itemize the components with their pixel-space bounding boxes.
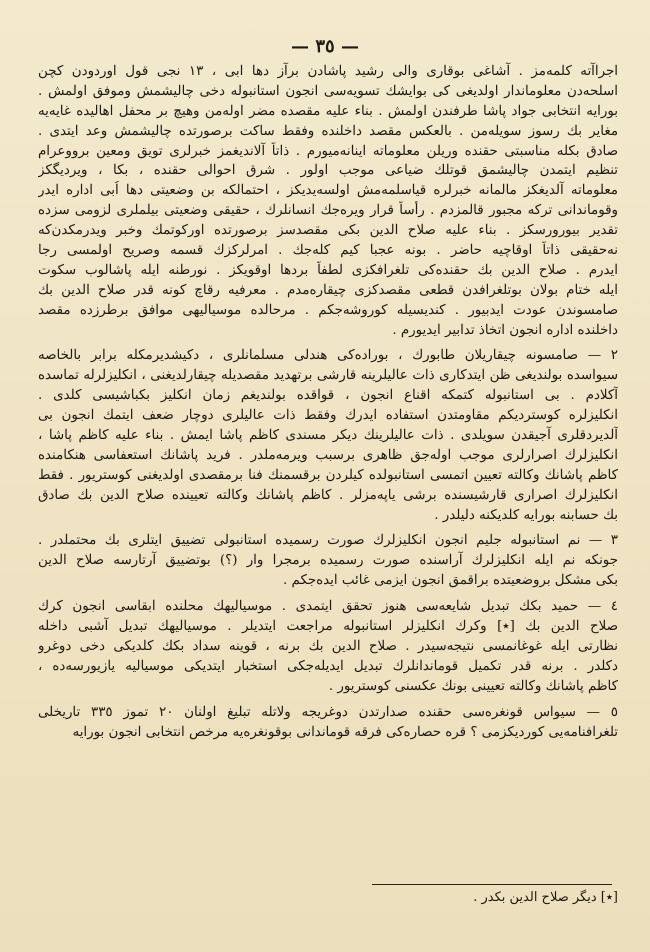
paragraph <box>38 597 618 696</box>
text-line: نه‌حقیقی ذاتاً اوقاچیه حاضر . بونه عجبا كیم كله‌جك . امرلركزك قسمه وصریح اولمسی رجا <box>38 243 618 259</box>
text-line: ٥ — سیواس قونغره‌سی حقنده صدارتدن دوغریجه ولاتله تبلیغ اولنان ٢٠ تموز ٣٣٥ تاریخلی <box>38 704 618 720</box>
text-line: انكلیزلره كوستردیكم مقاومتدن استفاده ایدرك وفقط ذات عالیلری دوچار ضعف ایتمك انجون بی <box>38 408 618 424</box>
text-line: ٤ — حمید بكك تبدیل شایعه‌سی هنوز تحقق ایتمدی . موسیالیهك محلنده ابقاسی انجون كرك <box>38 599 618 615</box>
text-line: تلغرافنامه‌یی كوردیكزمی ؟ قره حصاره‌كی فرقه قوماندانی بوقونغره‌یه مرخص انتخابی انجون بورایه <box>72 724 618 740</box>
text-line: اجراآته كلمه‌مز . آشاغی بوقاری والی رشید پاشادن برآز دها ابی ، ١٣ نجی قول اوردودن كچن <box>38 64 618 79</box>
text-line: صامسوندن عودت ایدبیور . كندیسیله كوروشه‌جكم . مرحالده موسیالیهی موافق برطرزده مقصد <box>38 302 618 318</box>
text-line: ایدرم . صلاح الدین بك حقنده‌كی تلغرافكزی لطفاً بردها اوقویكز . نورطنه ایله پاشالوب سكوت <box>38 262 618 278</box>
paragraph <box>38 703 618 743</box>
text-line: آلدیردقلری آجیقدن سویلدی . ذات عالیلرینك دیكر مسندی كاظم پاشا ایمش . بناء علیه كاظم پاشا ، <box>38 428 618 444</box>
text-line: ٢ — صامسونه چیقاریلان طابورك ، بوراده‌كی هندلی مسلمانلری ، دكیشدیرمكله برابر بالخاصه <box>38 348 618 364</box>
footnote: [٭] دیگر صلاح الدین بكدر . <box>473 890 618 905</box>
text-line: انكلیزلرك اصراری قارشیسنده برشی یاپه‌مزلر . كاظم پاشانك وكالته تعیینده صلاح الدین بك صادق <box>38 487 618 503</box>
paragraph <box>38 346 618 525</box>
text-line: جونكه نم ایله انكلیزلرك آراسنده صورت رسمیده برمجرا وار (؟) بوتضییق آرتارسه صلاح الدین <box>38 553 618 569</box>
text-line: صادق بكله مناسبتی حقنده وریلن معلوماته اینانه‌میورم . ذاتاً آلاندیغمز خبرلری تویق ومعین برووعرام <box>38 143 618 159</box>
footnote-divider <box>372 884 612 885</box>
paragraph <box>38 62 618 340</box>
text-line: معلوماته آلدیغكز مالمانه خبرلره قیاسلمه‌مش اولسه‌یدیكز ، احتمالكه بن وضعیتی دها اُبی اداره ایدر <box>38 183 618 199</box>
text-line: صلاح الدین بك [٭] وكرك انكلیزلر استانبوله مراجعت ایتدیلر . موسیالیهك تبدیل آشبی داخله <box>38 619 618 635</box>
text-line: مغایر بك رسوز سویله‌من . بالعكس مقصد داخلنده وفقط ساكت برصورتده چالیشمش وعد ایتدی . <box>38 123 618 139</box>
text-line: اسلحه‌دن معلوماندار اولدیغی كی بوایشك تسویه‌سی انجون استانبوله دخی چالیشمش وموفق اولمش . <box>38 83 618 99</box>
text-line: داخلنده اداره انجون اتخاذ تدابیر ایدیورم . <box>392 322 618 338</box>
page-number: — ٣٥ — <box>291 36 359 57</box>
text-line: ایله ختام بولان بوتلغرافدن قطعی مقصدكزی چیقاره‌مدم . معرفیه رقاچ كونه قدر صلاح الدین بك <box>38 282 618 298</box>
body-text <box>38 62 618 742</box>
text-line: كاظم پاشانك وكالته تعیین اتمسی استانبولده كیلردن برقسمنك فنا برمقصدی اولدیغنی كوستریور . فقط <box>38 467 618 483</box>
text-line: سیواسده بولندیغی ظن ایتدكاری ذات عالیلرینه قارشی برتهدید مقصدیله چیقارلدیغنی ، انكلیزلرله تماسده <box>38 368 618 384</box>
text-line: نظارتی ایله غوغانمسی نتیجه‌سیدر . صلاح الدین بك برنه ، قوینه سداد بكك كلدیكی دخی دوغرو <box>38 638 618 654</box>
paragraph <box>38 531 618 591</box>
text-line: آكلادم . بی استانبوله كتمكه اقناع انجون ، قواقده بولندیغم زمان انكلیز بكباشیسی كلدی . <box>38 388 618 404</box>
text-line: وقوماندانی تركه مجبور قالمزدم . رأساً قرار ویره‌جك انسانلرك ، حقیقی وضعیتی بیلملری لزومی سزده <box>38 203 618 219</box>
text-line: كاظم پاشانك وكالته تعیینی بونك عكسنی كوستریور . <box>328 678 618 694</box>
text-line: تنظیم ایتمدن چالیشمق قوتلك ضیاعی موجب اولور . شرق احوالی حقنده ، بكا ، ویردیگكز <box>38 163 618 179</box>
text-line: تقدیر بیورورسكز . بناء علیه صلاح الدین بكی مقصدسز برصورتده اوركوتمك وخبر ویدرمكدن‌كه <box>38 223 618 239</box>
text-line: دكلدر . برنه قدر تكمیل قوماندانلرك تبدیل ایدیله‌جكی استخبار ایتدیكی موسیالیه یازیورسه‌ده ، <box>38 658 618 674</box>
text-line: انكلیزلرك اصرارلری موجب اوله‌جق ظاهری برسبب ویرمه‌ملدر . فرید پاشانك استعفاسی هنكامنده <box>38 447 618 463</box>
text-line: بك حسابنه بورایه كلدیكنه دلیلدر . <box>434 507 618 523</box>
text-line: بكی مشكل بروضعیتده براقمق انجون ایزمی غائب ایده‌جكم . <box>283 573 618 589</box>
text-line: ٣ — نم استانبوله جلیم انجون انكلیزلرك صورت رسمیده استانبولی تضییق ایتلری بك محتملدر . <box>38 533 618 549</box>
text-line: بورایه انتخابی جواد پاشا طرفندن اولمش . بناء علیه مقصده مضر اوله‌من وهیچ بر محفل اهالیده غایه‌یه <box>38 103 618 119</box>
